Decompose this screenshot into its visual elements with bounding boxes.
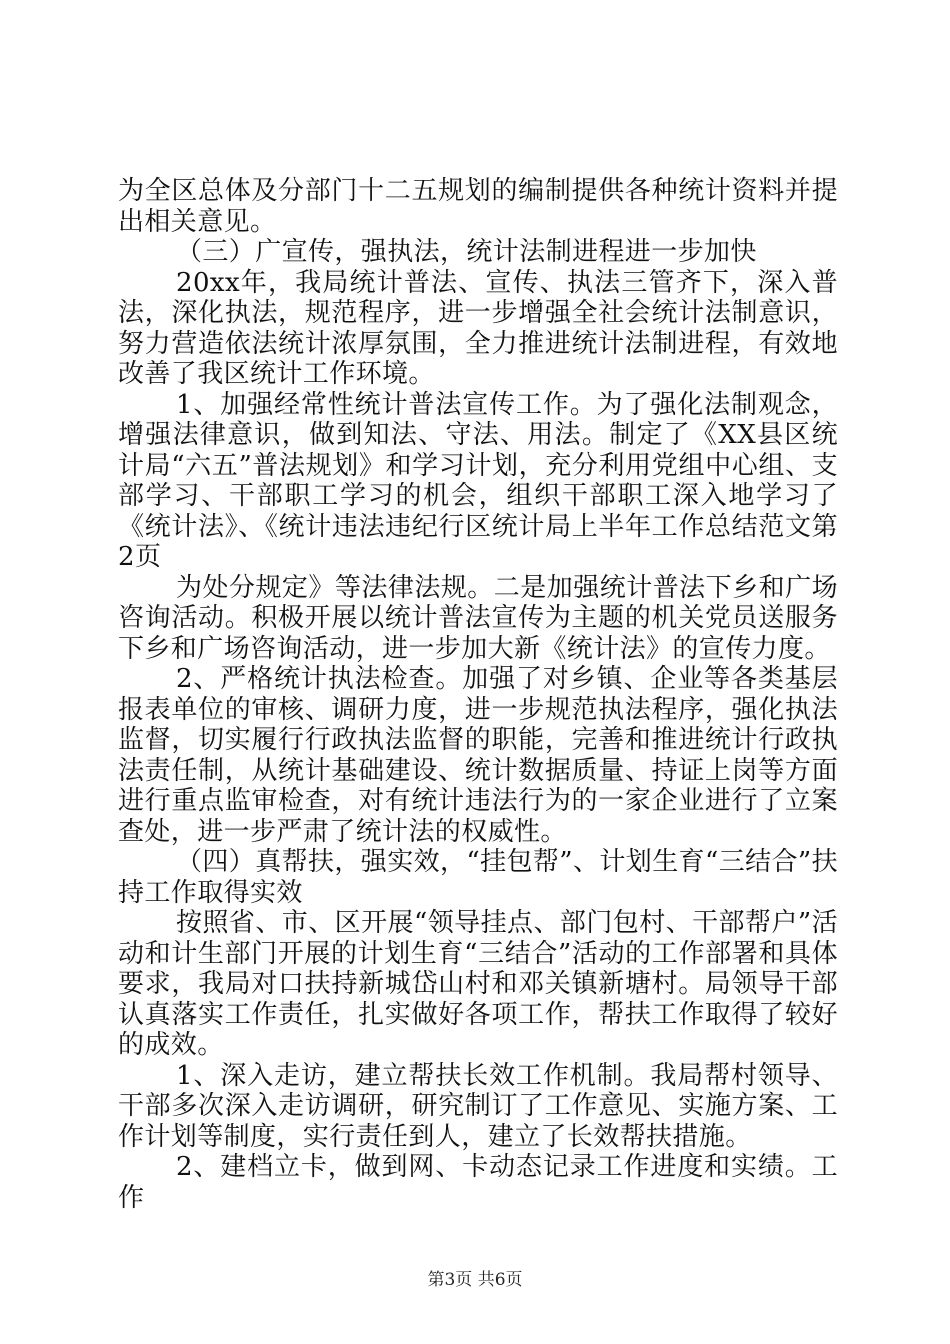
paragraph-10: 2、建档立卡，做到网、卡动态记录工作进度和实绩。工作 — [118, 1152, 838, 1213]
page-footer: 第3页 共6页 — [427, 1270, 523, 1290]
paragraph-6: 2、严格统计执法检查。加强了对乡镇、企业等各类基层报表单位的审核、调研力度，进一步规范执法程序，强化执法监督，切实履行行政执法监督的职能，完善和推进统计行政执法责任制，从统计基础建设、统计数据质量、持证上岗等方面进行重点监审检查，对有统计违法行为的一家企业进行了立案查处，进一步严肃了统计法的权威性。 — [118, 664, 838, 847]
section-heading-3: （三）广宣传，强执法，统计法制进程进一步加快 — [176, 237, 757, 267]
paragraph-3: 20xx年，我局统计普法、宣传、执法三管齐下，深入普法，深化执法，规范程序，进一步增强全社会统计法制意识，努力营造依法统计浓厚氛围，全力推进统计法制进程，有效地改善了我区统计工作环境。 — [118, 267, 838, 389]
section-heading-4: （四）真帮扶，强实效，“挂包帮”、计划生育“三结合”扶持工作取得实效 — [118, 847, 838, 908]
paragraph-4: 1、加强经常性统计普法宣传工作。为了强化法制观念，增强法律意识，做到知法、守法、用法。制定了《XX县区统计局“六五”普法规划》和学习计划，充分利用党组中心组、支部学习、干部职工学习的机会，组织干部职工深入地学习了《统计法》、《统计违法违纪行区统计局上半年工作总结范文第2页 — [118, 389, 838, 572]
paragraph-9: 1、深入走访，建立帮扶长效工作机制。我局帮村领导、干部多次深入走访调研，研究制订了工作意见、实施方案、工作计划等制度，实行责任到人，建立了长效帮扶措施。 — [118, 1060, 838, 1152]
paragraph-8: 按照省、市、区开展“领导挂点、部门包村、干部帮户”活动和计生部门开展的计划生育“三结合”活动的工作部署和具体要求，我局对口扶持新城岱山村和邓关镇新塘村。局领导干部认真落实工作责任，扎实做好各项工作，帮扶工作取得了较好的成效。 — [118, 908, 838, 1060]
document-body — [118, 176, 838, 1213]
paragraph-1: 为全区总体及分部门十二五规划的编制提供各种统计资料并提出相关意见。 — [118, 176, 838, 237]
paragraph-5: 为处分规定》等法律法规。二是加强统计普法下乡和广场咨询活动。积极开展以统计普法宣传为主题的机关党员送服务下乡和广场咨询活动，进一步加大新《统计法》的宣传力度。 — [118, 572, 838, 664]
